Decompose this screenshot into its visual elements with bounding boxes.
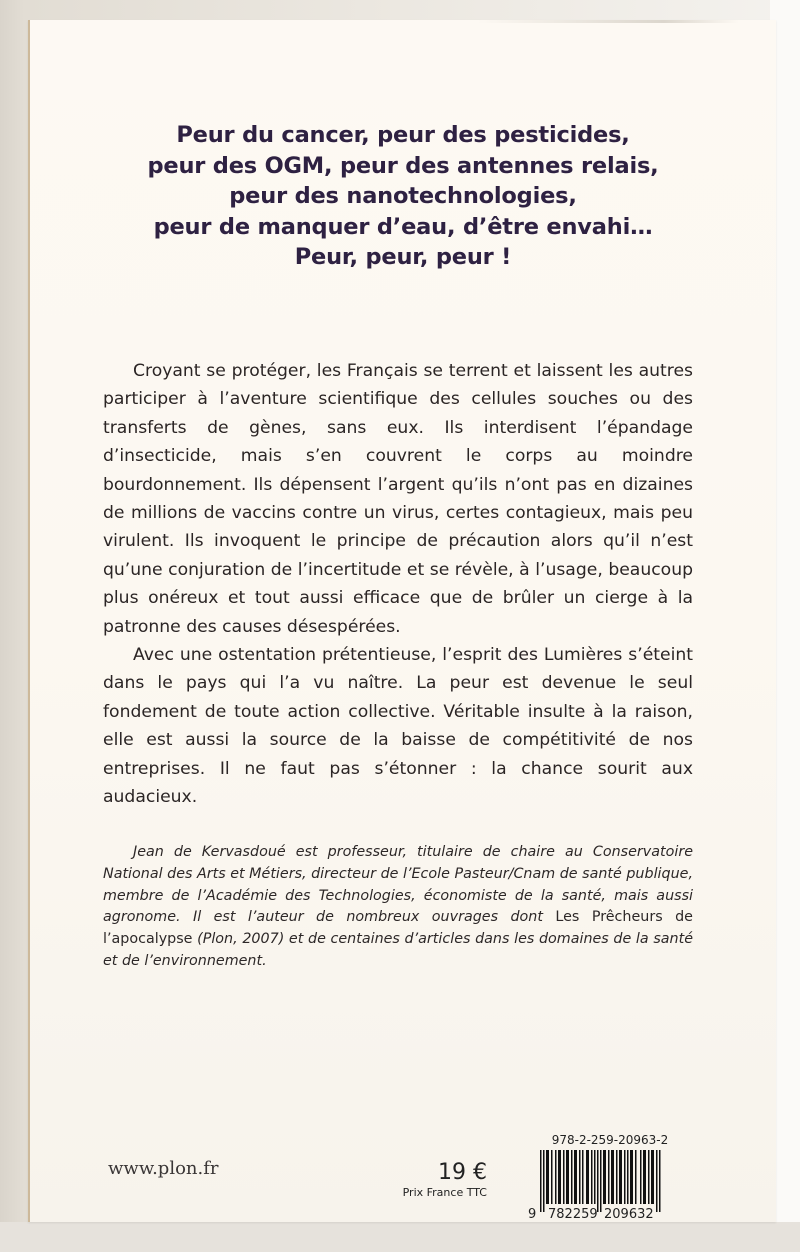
price-amount: 19 €: [438, 1160, 487, 1185]
headline-line: peur des OGM, peur des antennes relais,: [147, 152, 659, 179]
headline-line: Peur, peur, peur !: [294, 244, 512, 270]
barcode-icon: [520, 1150, 680, 1222]
headline: [30, 120, 776, 273]
headline-line: peur des nanotechnologies,: [229, 183, 577, 209]
barcode: [520, 1150, 680, 1220]
book-back-cover: [28, 20, 776, 1222]
price-label: Prix France TTC: [402, 1186, 487, 1199]
headline-line: peur de manquer d’eau, d’être envahi…: [153, 213, 653, 240]
author-bio-paragraph: [103, 842, 693, 973]
publisher-website: www.plon.fr: [108, 1158, 219, 1179]
blurb: [103, 357, 693, 812]
price-block: [365, 1160, 487, 1200]
blurb-paragraph: Avec une ostentation prétentieuse, l’esprit des Lumières s’éteint dans le pays qui l’a vu naître. La peur est devenue le seul fondement de toute action collective. Véritable insulte à la raison, elle est aussi la source de la baisse de compétitivité de nos entreprises. Il ne faut pas s’étonner : la chance sourit aux audacieux.: [103, 645, 693, 808]
isbn-number: 978-2-259-20963-2: [551, 1133, 669, 1147]
author-bio-text: (Plon, 2007) et de centaines d’articles dans les domaines de la santé et de l’environnement.: [103, 931, 693, 969]
author-bio: [103, 842, 693, 973]
svg-text:782259: 782259: [548, 1207, 598, 1222]
author-bio-text: Jean de Kervasdoué est professeur, titulaire de chaire au Conservatoire National des Arts et Métiers, directeur de l’Ecole Pasteur/Cnam de santé publique, membre de l’Académie des Technologies, économiste de la santé, mais aussi agronome. Il est l’auteur de nombreux ouvrages dont: [103, 844, 693, 926]
book-title-reference: Les Prêcheurs de l’apocalypse: [103, 909, 693, 948]
blurb-paragraph: Croyant se protéger, les Français se terrent et laissent les autres participer à l’aventure scientifique des cellules souches ou des transferts de gènes, sans eux. Ils interdisent l’épandage d’insecticide, mais s’en couvrent le corps au moindre bourdonnement. Ils dépensent l’argent qu’ils n’ont pas en dizaines de millions de vaccins contre un virus, certes contagieux, mais peu virulent. Ils invoquent le principe de précaution alors qu’il n’est qu’une conjuration de l’incertitude et se révèle, à l’usage, beaucoup plus onéreux et tout aussi efficace que de brûler un cierge à la patronne des causes désespérées.: [103, 361, 693, 637]
svg-text:9: 9: [528, 1207, 537, 1222]
svg-text:209632: 209632: [604, 1207, 654, 1222]
background-surface-bottom: [0, 1222, 800, 1252]
headline-line: Peur du cancer, peur des pesticides,: [176, 122, 630, 148]
